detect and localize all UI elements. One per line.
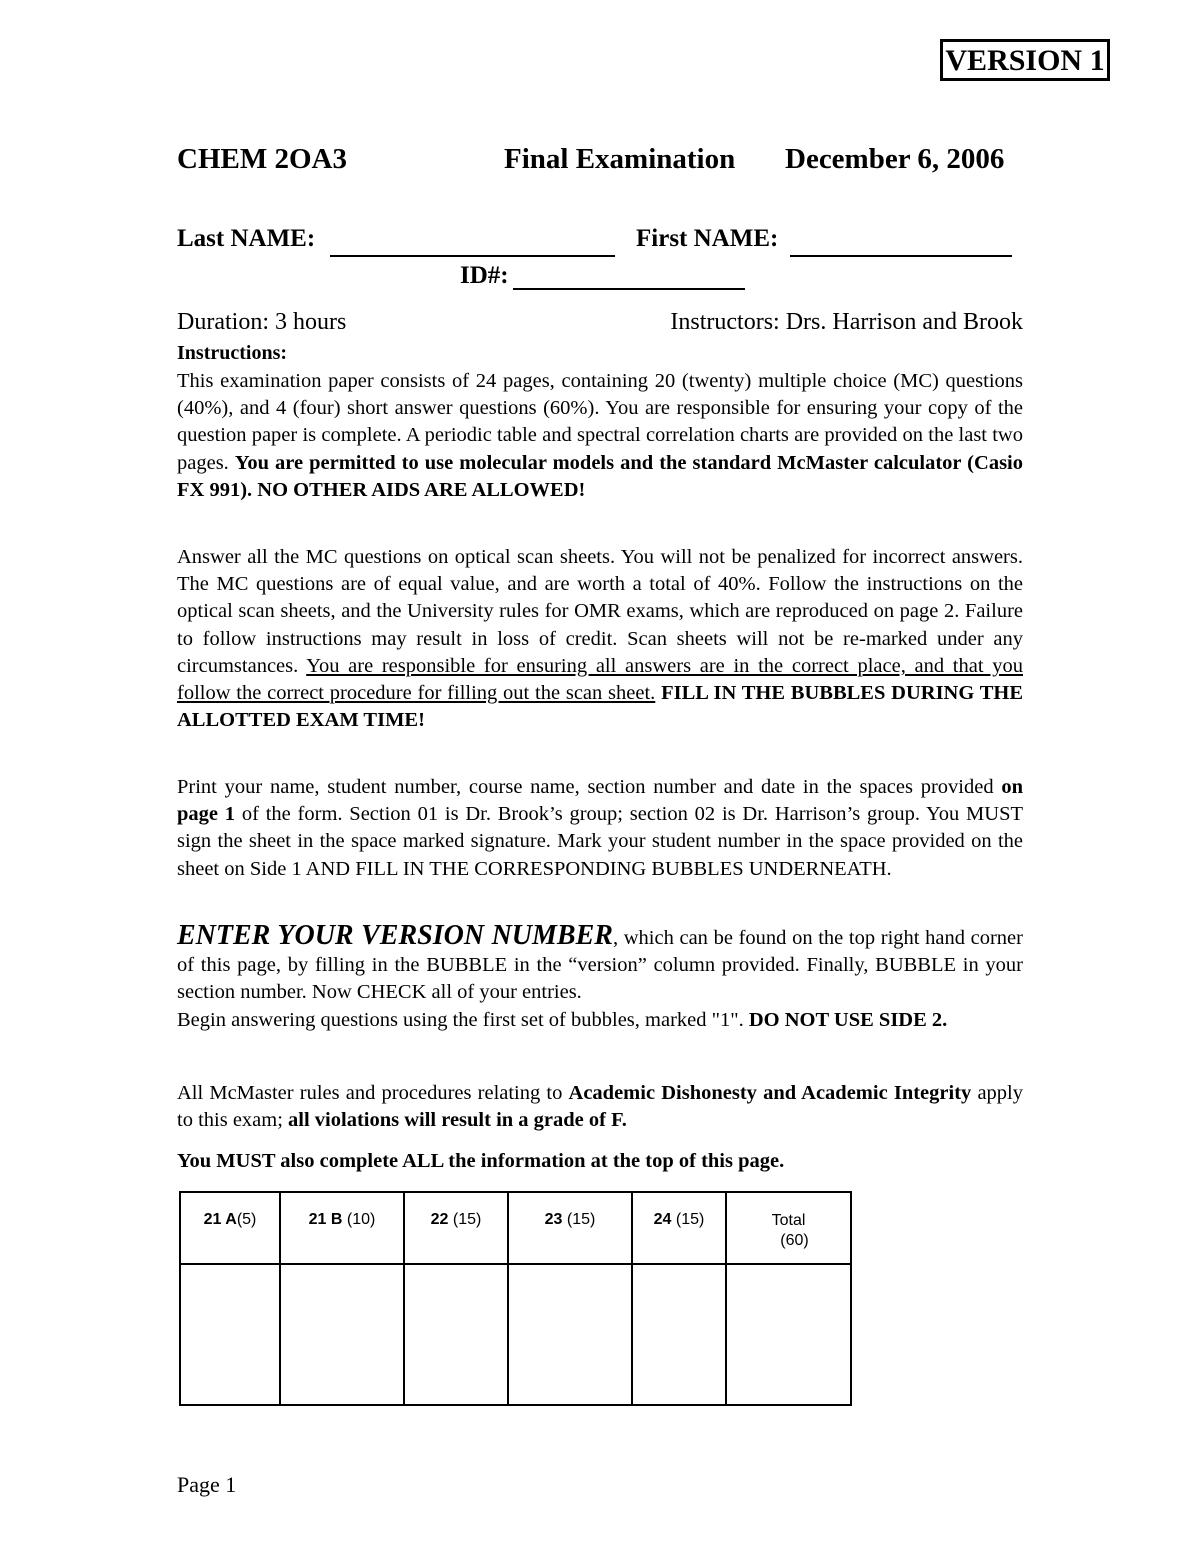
name-fields <box>177 225 1027 259</box>
para2-bold: FILL IN THE BUBBLES DURING THE ALLOTTED EXAM TIME! <box>177 682 1023 732</box>
exam-date: December 6, 2006 <box>785 143 1005 175</box>
score-header-23: 23 (15) <box>508 1192 632 1264</box>
score-cell-total[interactable] <box>726 1264 851 1405</box>
score-cell-21a[interactable] <box>180 1264 280 1405</box>
para4-bold: DO NOT USE SIDE 2. <box>748 1008 948 1031</box>
para3-text-1: Print your name, student number, course name, section number and date in the spaces provided <box>177 776 1002 798</box>
instructions-paragraph-6: You MUST also complete ALL the information at the top of this page. <box>177 1150 785 1172</box>
score-header-total: Total (60) <box>726 1192 851 1264</box>
para4-text-2: Begin answering questions using the first set of bubbles, marked "1". <box>177 1008 749 1031</box>
instructors: Instructors: Drs. Harrison and Brook <box>670 309 1023 335</box>
first-name-field[interactable] <box>790 255 1012 257</box>
score-table-header-row <box>180 1192 851 1264</box>
exam-title: Final Examination <box>504 143 736 175</box>
para5-text-1: All McMaster rules and procedures relating to <box>177 1082 569 1104</box>
duration: Duration: 3 hours <box>177 309 347 335</box>
page-number: Page 1 <box>177 1472 237 1497</box>
score-header-24: 24 (15) <box>632 1192 726 1264</box>
instructions-paragraph-2 <box>177 544 1023 734</box>
para1-text: This examination paper consists of 24 pages, containing 20 (twenty) multiple choice (MC) questions (40%), and 4 (four) short answer questions (60%). You are responsible for ensuring your copy of the question paper is complete. A periodic table and spectral correlation charts are provided on the last two pages. <box>177 370 1023 474</box>
score-cell-22[interactable] <box>404 1264 508 1405</box>
score-table <box>179 1191 852 1406</box>
para5-text-2: apply to this exam; <box>177 1082 1023 1132</box>
para3-bold: on page 1 <box>177 776 1023 826</box>
score-header-21a: 21 A(5) <box>180 1192 280 1264</box>
id-label: ID#: <box>460 262 509 289</box>
first-name-label: First NAME: <box>636 225 779 252</box>
score-cell-23[interactable] <box>508 1264 632 1405</box>
instructions-heading: Instructions: <box>177 342 288 364</box>
version-label: VERSION 1 <box>940 39 1110 81</box>
para4-text-1: , which can be found on the top right hand corner of this page, by filling in the BUBBLE in the “version” column provided. Finally, BUBBLE in your section number. Now CHECK all of your entries. <box>177 927 1023 1004</box>
para1-bold: You are permitted to use molecular models and the standard McMaster calculator (Casio FX 991). NO OTHER AIDS ARE ALLOWED! <box>177 451 1023 501</box>
score-table-entry-row <box>180 1264 851 1405</box>
score-cell-24[interactable] <box>632 1264 726 1405</box>
version-number-heading: ENTER YOUR VERSION NUMBER <box>177 920 613 951</box>
last-name-label: Last NAME: <box>177 225 316 252</box>
para2-text: Answer all the MC questions on optical scan sheets. You will not be penalized for incorrect answers. The MC questions are of equal value, and are worth a total of 40%. Follow the instructions on the optical scan sheets, and the University rules for OMR exams, which are reproduced on page 2. Failure to follow instructions may result in loss of credit. Scan sheets will not be re-marked under any circumstances. <box>177 546 1023 677</box>
instructions-paragraph-5 <box>177 1080 1023 1134</box>
score-header-22: 22 (15) <box>404 1192 508 1264</box>
instructions-paragraph-1 <box>177 368 1023 504</box>
score-header-21b: 21 B (10) <box>280 1192 404 1264</box>
para2-underlined: You are responsible for ensuring all answers are in the correct place, and that you follow the correct procedure for filling out the scan sheet. <box>177 654 1023 705</box>
score-cell-21b[interactable] <box>280 1264 404 1405</box>
id-field[interactable] <box>513 288 745 290</box>
exam-title-row <box>177 143 1027 183</box>
para3-text-2: of the form. Section 01 is Dr. Brook’s group; section 02 is Dr. Harrison’s group. You MUST sign the sheet in the space marked signature. Mark your student number in the space provided on the sheet on Side 1 AND FILL IN THE CORRESPONDING BUBBLES UNDERNEATH. <box>177 803 1024 880</box>
last-name-field[interactable] <box>330 255 615 257</box>
course-code: CHEM 2OA3 <box>177 143 347 175</box>
para5-bold-2: all violations will result in a grade of F. <box>288 1109 627 1132</box>
para5-bold-1: Academic Dishonesty and Academic Integrity <box>568 1082 972 1104</box>
instructions-paragraph-4 <box>177 922 1023 1034</box>
duration-row <box>177 309 1023 341</box>
instructions-paragraph-3 <box>177 774 1023 883</box>
